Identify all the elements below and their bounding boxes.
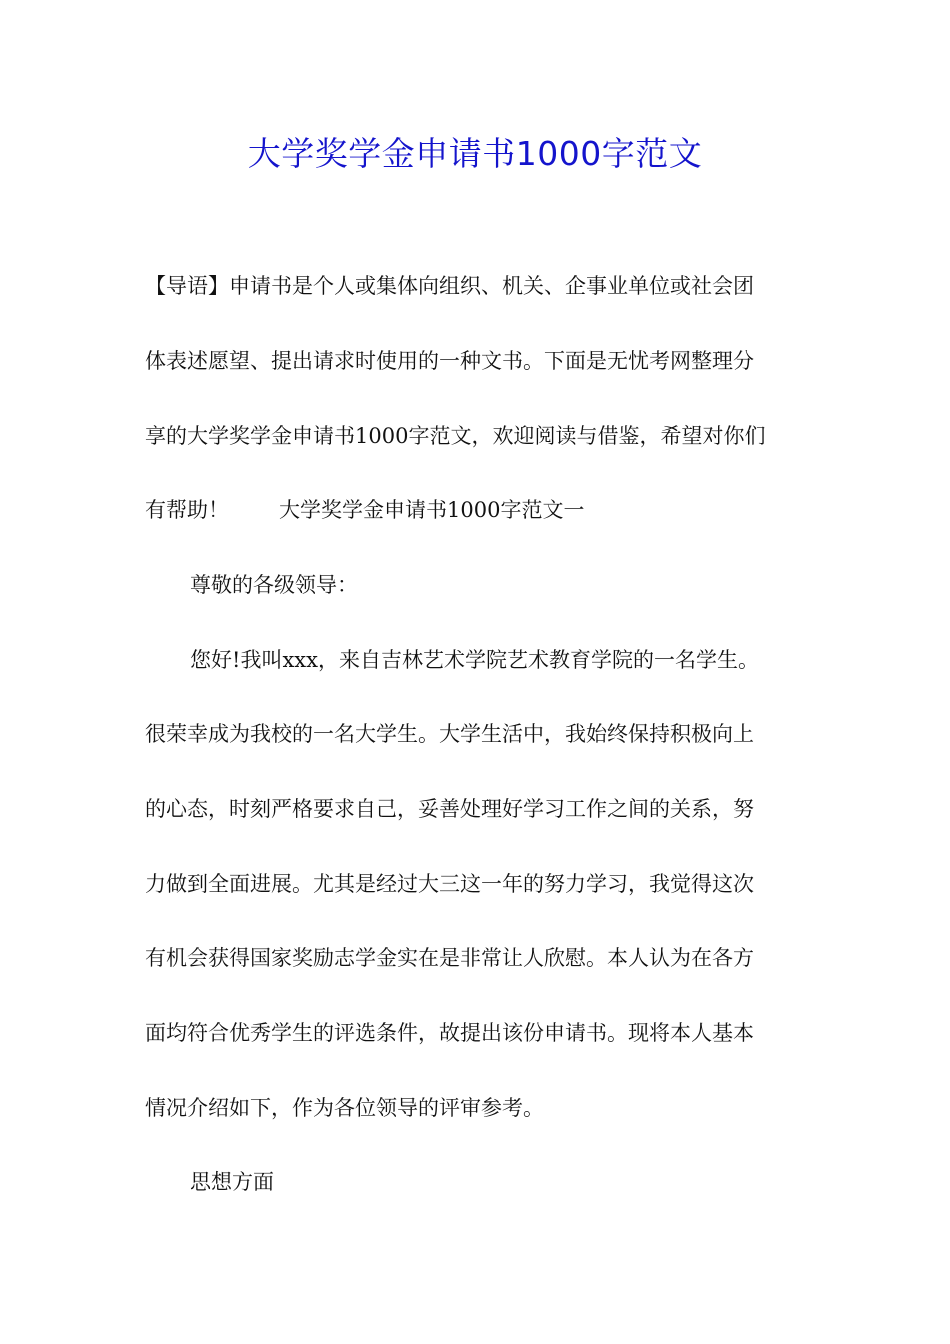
paragraph-line-with-heading xyxy=(145,495,815,525)
paragraph-line: 力做到全面进展。尤其是经过大三这一年的努力学习，我觉得这次 xyxy=(145,872,754,896)
paragraph-line: 【导语】申请书是个人或集体向组织、机关、企事业单位或社会团 xyxy=(145,274,754,298)
paragraph-line: 体表述愿望、提出请求时使用的一种文书。下面是无忧考网整理分 xyxy=(145,349,754,373)
paragraph-line: 有帮助！ xyxy=(145,498,229,522)
salutation: 尊敬的各级领导： xyxy=(190,573,358,597)
paragraph-line: 您好!我叫xxx，来自吉林艺术学院艺术教育学院的一名学生。 xyxy=(190,648,759,672)
paragraph-line: 面均符合优秀学生的评选条件，故提出该份申请书。现将本人基本 xyxy=(145,1021,754,1045)
paragraph-line: 情况介绍如下，作为各位领导的评审参考。 xyxy=(145,1096,544,1120)
paragraph-line: 的心态，时刻严格要求自己，妥善处理好学习工作之间的关系，努 xyxy=(145,797,754,821)
paragraph-line: 有机会获得国家奖励志学金实在是非常让人欣慰。本人认为在各方 xyxy=(145,946,754,970)
section-heading: 思想方面 xyxy=(190,1170,274,1194)
section-heading: 大学奖学金申请书1000字范文一 xyxy=(279,498,585,522)
paragraph-line: 享的大学奖学金申请书1000字范文，欢迎阅读与借鉴，希望对你们 xyxy=(145,424,766,448)
paragraph-line: 很荣幸成为我校的一名大学生。大学生活中，我始终保持积极向上 xyxy=(145,722,754,746)
document-title: 大学奖学金申请书1000字范文 xyxy=(247,134,703,173)
